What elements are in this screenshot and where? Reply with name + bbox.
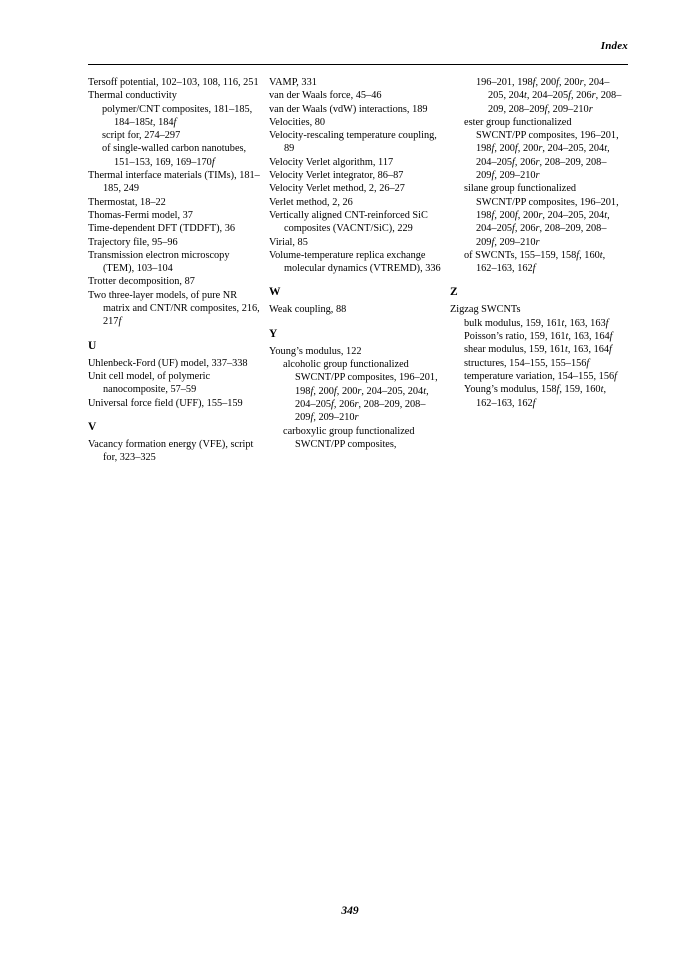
index-entry: Virial, 85 [269,236,308,248]
index-entry: van der Waals force, 45–46 [269,90,382,102]
index-subentry: script for, 274–297 [102,130,181,142]
header-rule [88,64,628,65]
index-entry: Volume-temperature replica exchange molecular dynamics (VTREMD), 336 [269,249,441,275]
index-columns [88,76,633,464]
index-subentry: bulk modulus, 159, 161t, 163, 163f [464,317,609,329]
index-entry: Velocity Verlet integrator, 86–87 [269,170,404,182]
index-subentry: 196–201, 198f, 200f, 200r, 204–205, 204t, 204–205f, 206r, 208–209, 208–209f, 209–210r [476,77,622,115]
index-entry: Verlet method, 2, 26 [269,196,353,208]
index-letter-heading: Y [269,327,278,340]
index-subentry: of SWCNTs, 155–159, 158f, 160t, 162–163, 162f [464,249,606,275]
index-subentry: ester group functionalized SWCNT/PP composites, 196–201, 198f, 200f, 200r, 204–205, 204t, 204–205f, 206r, 208–209, 208–209f, 209–210r [464,116,619,182]
index-entry: Velocity-rescaling temperature coupling, 89 [269,130,437,155]
index-entry: Vacancy formation energy (VFE), script for, 323–325 [88,438,254,464]
index-entry: Transmission electron microscopy (TEM), 103–104 [88,249,230,275]
index-entry: Unit cell model, of polymeric nanocomposite, 57–59 [88,370,211,396]
index-entry: Tersoff potential, 102–103, 108, 116, 251 [88,77,259,88]
index-entry: Young’s modulus, 122 [269,345,362,357]
index-column-3 [450,76,631,464]
index-letter-heading: V [88,420,97,433]
index-subentry: polymer/CNT composites, 181–185, 184–185t, 184f [102,103,253,128]
index-column-2 [269,76,450,464]
running-head: Index [600,40,628,52]
index-entry: Thermal conductivity [88,90,177,102]
index-letter-heading: W [269,286,281,299]
index-entry: Vertically aligned CNT-reinforced SiC composites (VACNT/SiC), 229 [269,209,428,235]
index-subentry: alcoholic group functionalized SWCNT/PP composites, 196–201, 198f, 200f, 200r, 204–205, 204t, 204–205f, 206r, 208–209, 208–209f, 209–210r [283,359,438,424]
index-subentry: shear modulus, 159, 161t, 163, 164f [464,344,612,356]
index-subentry: structures, 154–155, 155–156f [464,357,590,369]
page-number: 349 [341,905,359,917]
index-entry: Trotter decomposition, 87 [88,276,195,288]
index-entry: Velocities, 80 [269,116,326,128]
index-entry: Thermal interface materials (TIMs), 181–185, 249 [88,170,260,195]
index-subentry: carboxylic group functionalized SWCNT/PP composites, [283,425,415,450]
index-entry: VAMP, 331 [269,77,317,88]
index-subentry: Young’s modulus, 158f, 159, 160t, 162–163, 162f [464,384,607,409]
index-entry: Velocity Verlet algorithm, 117 [269,156,394,168]
index-subentry: of single-walled carbon nanotubes, 151–153, 169, 169–170f [102,143,247,168]
index-subentry: silane group functionalized SWCNT/PP composites, 196–201, 198f, 200f, 200r, 204–205, 204t, 204–205f, 206r, 208–209, 208–209f, 209–210r [464,183,619,248]
index-entry: Thomas-Fermi model, 37 [88,209,193,221]
index-letter-heading: U [88,339,97,352]
index-entry: Universal force field (UFF), 155–159 [88,397,243,409]
index-entry: Uhlenbeck-Ford (UF) model, 337–338 [88,357,248,369]
index-subentry: temperature variation, 154–155, 156f [464,370,617,382]
index-entry: Zigzag SWCNTs [450,304,521,316]
index-column-1 [88,76,269,464]
index-subentry: Poisson’s ratio, 159, 161t, 163, 164f [464,331,613,343]
index-entry: Time-dependent DFT (TDDFT), 36 [88,223,236,235]
index-entry: van der Waals (vdW) interactions, 189 [269,103,428,115]
index-entry: Velocity Verlet method, 2, 26–27 [269,183,405,195]
index-entry: Trajectory file, 95–96 [88,236,178,248]
index-entry: Thermostat, 18–22 [88,196,166,208]
index-entry: Two three-layer models, of pure NR matrix and CNT/NR composites, 216, 217f [88,289,260,328]
index-entry: Weak coupling, 88 [269,304,347,316]
index-letter-heading: Z [450,286,458,299]
